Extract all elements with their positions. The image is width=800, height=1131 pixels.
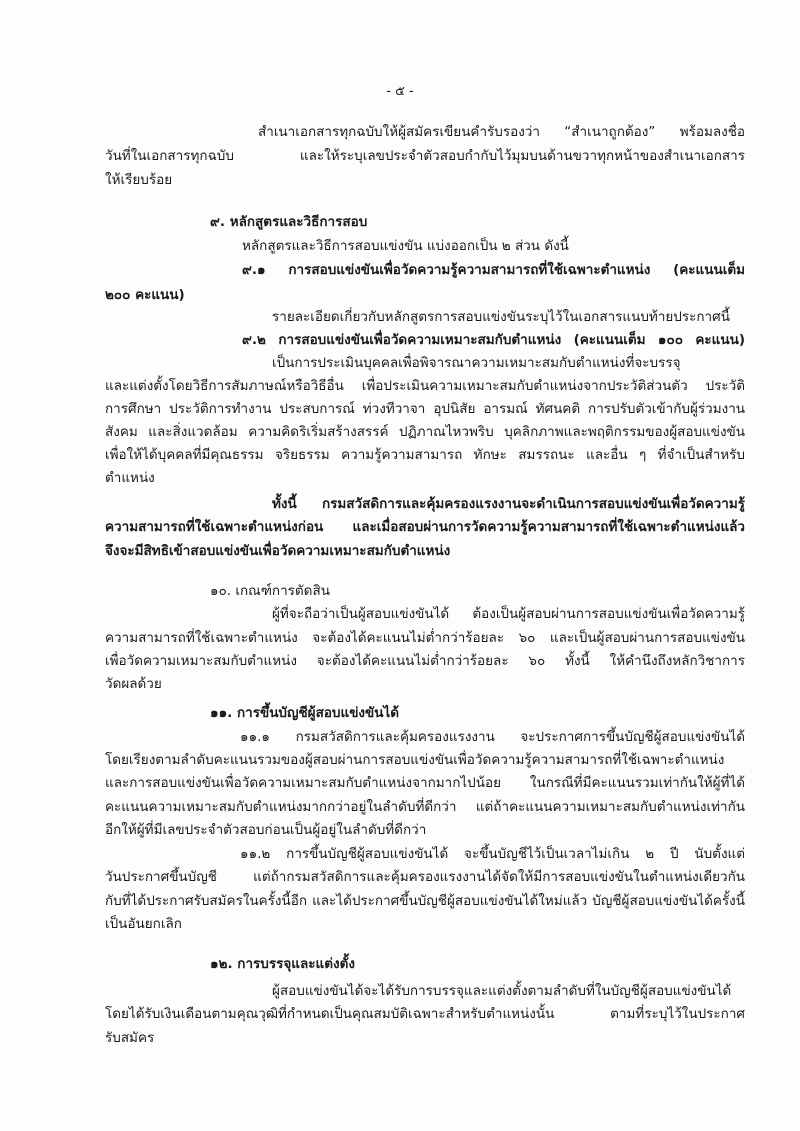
section-10-heading: ๑๐. เกณฑ์การตัดสิน: [210, 583, 330, 599]
section-9-note-line: จึงจะมีสิทธิเข้าสอบแข่งขันเพื่อวัดความเหมาะสมกับตำแหน่ง: [105, 543, 451, 559]
intro-line-3: ให้เรียบร้อย: [105, 172, 173, 188]
section-9-2-heading: ๙.๒ การสอบแข่งขันเพื่อวัดความเหมาะสมกับตำแหน่ง (คะแนนเต็ม ๑๐๐ คะแนน): [242, 332, 745, 348]
section-9-heading: ๙. หลักสูตรและวิธีการสอบ: [210, 214, 368, 230]
section-9-2-line: เป็นการประเมินบุคคลเพื่อพิจารณาความเหมาะสมกับตำแหน่งที่จะบรรจุ: [272, 355, 681, 371]
section-11-1-line: และการสอบแข่งขันเพื่อวัดความเหมาะสมกับตำแหน่งจากมากไปน้อย ในกรณีที่มีคะแนนรวมเท่ากันให้ผู้ที่ได้: [105, 775, 745, 791]
intro-line-1: สำเนาเอกสารทุกฉบับให้ผู้สมัครเขียนคำรับรองว่า “สำเนาถูกต้อง” พร้อมลงชื่อ: [258, 124, 745, 140]
section-12-line: รับสมัคร: [105, 1030, 155, 1046]
section-11-1-line: อีกให้ผู้ที่มีเลขประจำตัวสอบก่อนเป็นผู้อยู่ในลำดับที่ดีกว่า: [105, 822, 427, 838]
section-9-2-line: สังคม และสิ่งแวดล้อม ความคิดริเริ่มสร้างสรรค์ ปฏิภาณไหวพริบ บุคลิกภาพและพฤติกรรมของผู้สอบแข่งขัน: [105, 424, 745, 440]
section-9-2-line: ตำแหน่ง: [105, 470, 155, 486]
section-9-1-heading-cont: ๒๐๐ คะแนน): [105, 287, 185, 303]
section-11-2-line: วันประกาศขึ้นบัญชี แต่ถ้ากรมสวัสดิการและคุ้มครองแรงงานได้จัดให้มีการสอบแข่งขันในตำแหน่งเดียวกัน: [105, 869, 745, 885]
section-9-intro: หลักสูตรและวิธีการสอบแข่งขัน แบ่งออกเป็น ๒ ส่วน ดังนี้: [242, 238, 569, 254]
section-10-line: ความสามารถที่ใช้เฉพาะตำแหน่ง จะต้องได้คะแนนไม่ต่ำกว่าร้อยละ ๖๐ และเป็นผู้สอบผ่านการสอบแข่งขัน: [105, 630, 745, 646]
section-12-line: โดยได้รับเงินเดือนตามคุณวุฒิที่กำหนดเป็นคุณสมบัติเฉพาะสำหรับตำแหน่งนั้น ตามที่ระบุไว้ในประกาศ: [105, 1006, 745, 1022]
section-9-note-line: ความสามารถที่ใช้เฉพาะตำแหน่งก่อน และเมื่อสอบผ่านการวัดความรู้ความสามารถที่ใช้เฉพาะตำแหน่งแล้ว: [105, 519, 745, 535]
section-11-2-line: เป็นอันยกเลิก: [105, 916, 182, 932]
section-10-line: เพื่อวัดความเหมาะสมกับตำแหน่ง จะต้องได้คะแนนไม่ต่ำกว่าร้อยละ ๖๐ ทั้งนี้ ให้คำนึงถึงหลักวิชาการ: [105, 653, 745, 669]
section-9-note-line: ทั้งนี้ กรมสวัสดิการและคุ้มครองแรงงานจะดำเนินการสอบแข่งขันเพื่อวัดความรู้: [272, 496, 745, 512]
section-9-2-line: และแต่งตั้งโดยวิธีการสัมภาษณ์หรือวิธีอื่น เพื่อประเมินความเหมาะสมกับตำแหน่งจากประวัติส่วนตัว ประวัติ: [105, 378, 745, 394]
section-9-2-line: เพื่อให้ได้บุคคลที่มีคุณธรรม จริยธรรม ความรู้ความสามารถ ทักษะ สมรรถนะ และอื่น ๆ ที่จำเป็นสำหรับ: [105, 447, 745, 463]
section-9-2-line: การศึกษา ประวัติการทำงาน ประสบการณ์ ท่วงทีวาจา อุปนิสัย อารมณ์ ทัศนคติ การปรับตัวเข้ากับผู้ร่วมงาน: [105, 401, 745, 417]
intro-line-2: วันที่ในเอกสารทุกฉบับ และให้ระบุเลขประจำตัวสอบกำกับไว้มุมบนด้านขวาทุกหน้าของสำเนาเอกสาร: [105, 148, 745, 164]
section-11-1-line: โดยเรียงตามลำดับคะแนนรวมของผู้สอบผ่านการสอบแข่งขันเพื่อวัดความรู้ความสามารถที่ใช้เฉพาะตำแหน่ง: [105, 752, 725, 768]
section-12-heading: ๑๒. การบรรจุและแต่งตั้ง: [210, 956, 355, 972]
section-11-1-line: คะแนนความเหมาะสมกับตำแหน่งมากกว่าอยู่ในลำดับที่ดีกว่า แต่ถ้าคะแนนความเหมาะสมกับตำแหน่งเท่ากัน: [105, 799, 745, 815]
section-11-heading: ๑๑. การขึ้นบัญชีผู้สอบแข่งขันได้: [210, 705, 400, 721]
section-10-line: วัดผลด้วย: [105, 676, 162, 692]
section-10-line: ผู้ที่จะถือว่าเป็นผู้สอบแข่งขันได้ ต้องเป็นผู้สอบผ่านการสอบแข่งขันเพื่อวัดความรู้: [272, 606, 745, 622]
section-11-2-line: กับที่ได้ประกาศรับสมัครในครั้งนี้อีก และได้ประกาศขึ้นบัญชีผู้สอบแข่งขันได้ใหม่แล้ว บัญชีผู้สอบแข่งขันได้ครั้งนี้: [105, 893, 745, 909]
section-9-1-detail: รายละเอียดเกี่ยวกับหลักสูตรการสอบแข่งขันระบุไว้ในเอกสารแนบท้ายประกาศนี้: [272, 309, 730, 325]
section-12-line: ผู้สอบแข่งขันได้จะได้รับการบรรจุและแต่งตั้งตามลำดับที่ในบัญชีผู้สอบแข่งขันได้: [272, 983, 732, 999]
section-11-1-line: ๑๑.๑ กรมสวัสดิการและคุ้มครองแรงงาน จะประกาศการขึ้นบัญชีผู้สอบแข่งขันได้: [240, 729, 745, 745]
section-11-2-line: ๑๑.๒ การขึ้นบัญชีผู้สอบแข่งขันได้ จะขึ้นบัญชีไว้เป็นเวลาไม่เกิน ๒ ปี นับตั้งแต่: [240, 846, 745, 862]
section-9-1-heading: ๙.๑ การสอบแข่งขันเพื่อวัดความรู้ความสามารถที่ใช้เฉพาะตำแหน่ง (คะแนนเต็ม: [242, 262, 745, 278]
page-number: - ๕ -: [386, 84, 414, 99]
